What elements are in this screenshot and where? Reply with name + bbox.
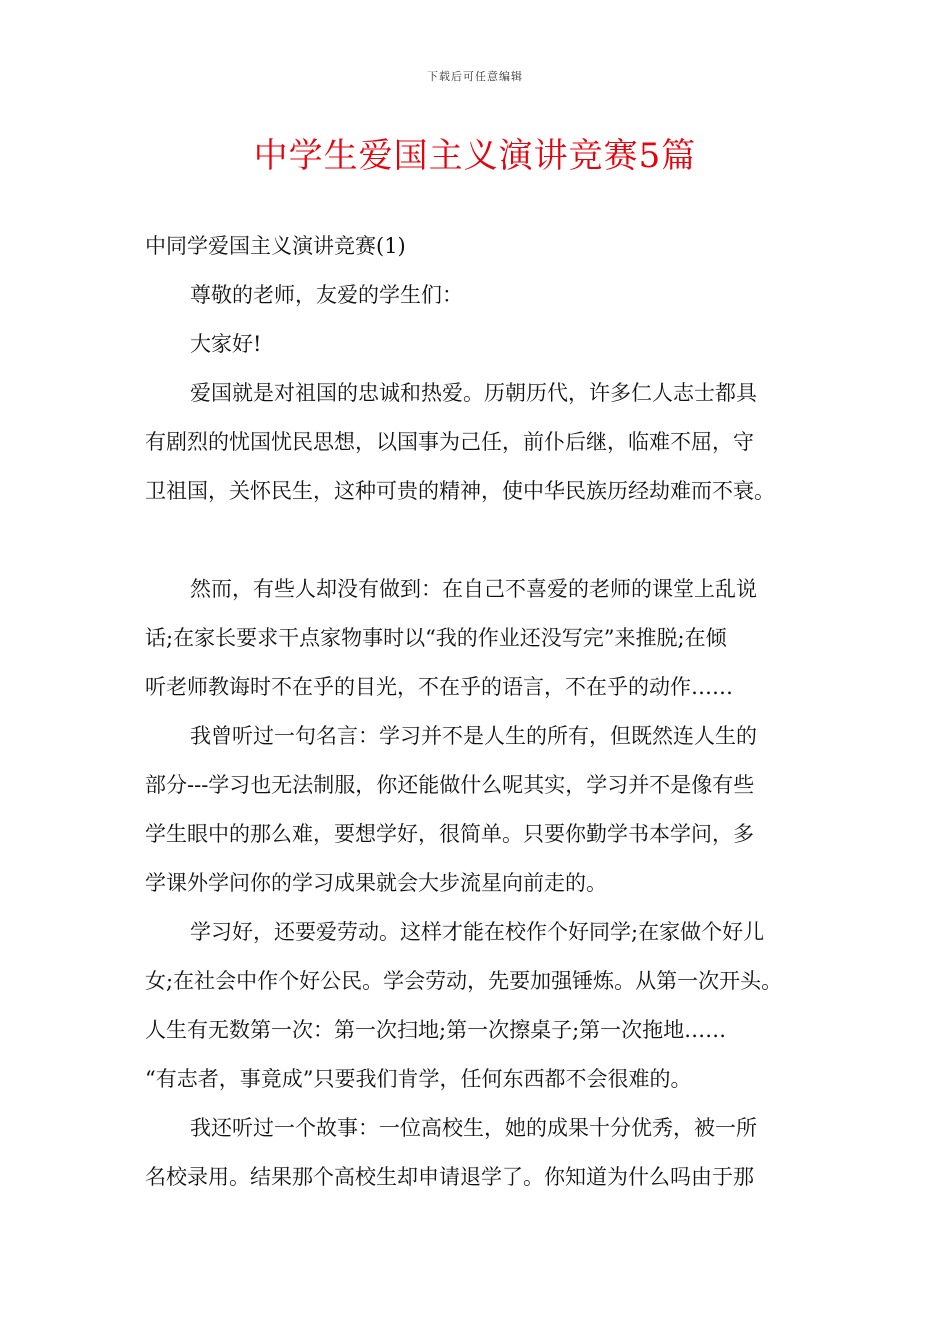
- paragraph-line: 部分---学习也无法制服，你还能做什么呢其实，学习并不是像有些: [145, 773, 755, 797]
- document-title: 中学生爱国主义演讲竞赛5篇: [253, 136, 697, 176]
- paragraph-line: 我曾听过一句名言：学习并不是人生的所有，但既然连人生的: [190, 724, 757, 748]
- paragraph-line: “有志者，事竟成”只要我们肯学，任何东西都不会很难的。: [145, 1067, 692, 1091]
- paragraph-line: 学课外学问你的学习成果就会大步流星向前走的。: [145, 871, 607, 895]
- paragraph-line: 然而，有些人却没有做到：在自己不喜爱的老师的课堂上乱说: [190, 577, 757, 601]
- paragraph-line: 女;在社会中作个好公民。学会劳动，先要加强锤炼。从第一次开头。: [145, 969, 783, 993]
- paragraph-line: 话;在家长要求干点家物事时以“我的作业还没写完”来推脱;在倾: [145, 626, 727, 650]
- paragraph-gap: [145, 516, 815, 565]
- paragraph-line: 爱国就是对祖国的忠诚和热爱。历朝历代，许多仁人志士都具: [190, 381, 757, 405]
- paragraph-line: 大家好!: [190, 332, 262, 356]
- page-header-note: 下载后可任意编辑: [427, 70, 523, 83]
- paragraph-line: 人生有无数第一次：第一次扫地;第一次擦桌子;第一次拖地……: [145, 1018, 727, 1042]
- paragraph-line: 学生眼中的那么难，要想学好，很简单。只要你勤学书本学问，多: [145, 822, 754, 846]
- paragraph-line: 有剧烈的忧国忧民思想，以国事为己任，前仆后继，临难不屈，守: [145, 430, 754, 454]
- paragraph-line: 我还听过一个故事：一位高校生，她的成果十分优秀，被一所: [190, 1116, 757, 1140]
- paragraph-line: 尊敬的老师，友爱的学生们：: [190, 283, 463, 307]
- paragraph-line: 名校录用。结果那个高校生却申请退学了。你知道为什么吗由于那: [145, 1165, 754, 1189]
- paragraph-line: 听老师教诲时不在乎的目光，不在乎的语言，不在乎的动作……: [145, 675, 733, 699]
- paragraph-line: 学习好，还要爱劳动。这样才能在校作个好同学;在家做个好儿: [190, 920, 765, 944]
- paragraph-line: 卫祖国，关怀民生，这种可贵的精神，使中华民族历经劫难而不衰。: [145, 479, 775, 503]
- section-heading: 中同学爱国主义演讲竞赛(1): [145, 234, 406, 258]
- document-body: [145, 222, 815, 1202]
